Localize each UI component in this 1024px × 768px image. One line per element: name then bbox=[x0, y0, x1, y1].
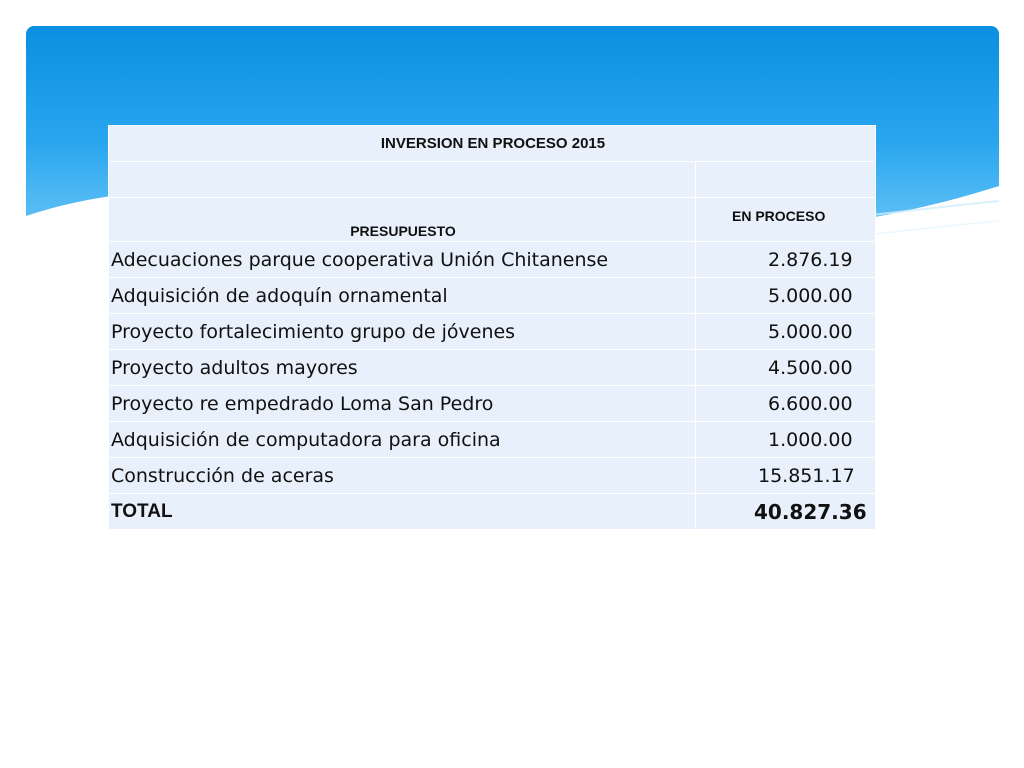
row-amount: 1.000.00 bbox=[696, 422, 876, 458]
total-amount: 40.827.36 bbox=[696, 494, 876, 530]
table-title-row bbox=[109, 126, 876, 162]
row-amount: 2.876.19 bbox=[696, 242, 876, 278]
row-amount: 5.000.00 bbox=[696, 278, 876, 314]
table-total-row bbox=[109, 494, 876, 530]
blank-cell bbox=[696, 162, 876, 198]
row-label: Proyecto adultos mayores bbox=[109, 350, 696, 386]
table-row bbox=[109, 314, 876, 350]
row-amount: 6.600.00 bbox=[696, 386, 876, 422]
row-label: Construcción de aceras bbox=[109, 458, 696, 494]
row-amount: 4.500.00 bbox=[696, 350, 876, 386]
total-label: TOTAL bbox=[109, 494, 696, 530]
table-row bbox=[109, 458, 876, 494]
table-row bbox=[109, 278, 876, 314]
row-label: Adquisición de adoquín ornamental bbox=[109, 278, 696, 314]
table-row bbox=[109, 422, 876, 458]
header-en-proceso: EN PROCESO bbox=[696, 198, 876, 242]
table-row bbox=[109, 350, 876, 386]
row-label: Proyecto re empedrado Loma San Pedro bbox=[109, 386, 696, 422]
table-row bbox=[109, 386, 876, 422]
row-amount: 5.000.00 bbox=[696, 314, 876, 350]
header-presupuesto: PRESUPUESTO bbox=[109, 198, 696, 242]
row-label: Proyecto fortalecimiento grupo de jóvenes bbox=[109, 314, 696, 350]
row-label: Adquisición de computadora para oficina bbox=[109, 422, 696, 458]
table-header-row bbox=[109, 198, 876, 242]
blank-cell bbox=[109, 162, 696, 198]
table-row bbox=[109, 242, 876, 278]
investment-table-container bbox=[108, 125, 875, 530]
table-blank-row bbox=[109, 162, 876, 198]
row-label: Adecuaciones parque cooperativa Unión Chitanense bbox=[109, 242, 696, 278]
investment-table bbox=[108, 125, 876, 530]
row-amount: 15.851.17 bbox=[696, 458, 876, 494]
table-title: INVERSION EN PROCESO 2015 bbox=[109, 126, 876, 162]
